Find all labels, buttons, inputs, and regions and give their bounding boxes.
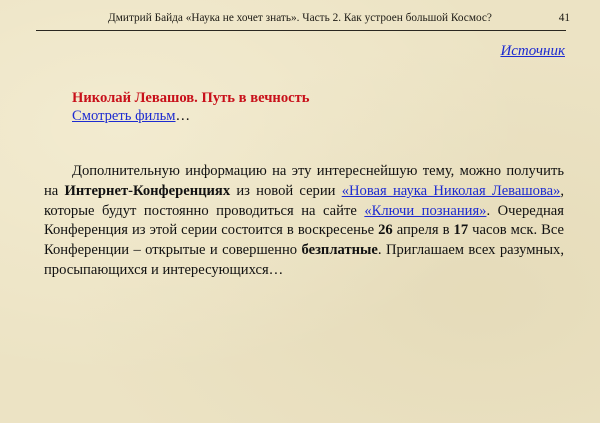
- text-run: . Приглашаем всех разумных, просыпающихся и интересующихся…: [44, 242, 564, 278]
- text-run: , которые будут постоянно проводиться на сайте: [44, 182, 565, 219]
- running-header: [0, 0, 600, 32]
- source-link[interactable]: Источник: [500, 43, 565, 59]
- bold-free: безплатные: [301, 242, 378, 259]
- running-title: Дмитрий Байда «Наука не хочет знать». Часть 2. Как устроен большой Космос?: [108, 12, 492, 24]
- header-rule: [36, 30, 566, 31]
- film-line: [72, 108, 190, 125]
- bold-hour: 17: [453, 222, 469, 239]
- text-run: из новой серии: [230, 182, 342, 199]
- paragraph: [44, 162, 564, 281]
- section-title: Николай Левашов. Путь в вечность: [72, 90, 310, 106]
- body-paragraph: [44, 162, 564, 281]
- watch-film-link[interactable]: Смотреть фильм: [72, 108, 176, 124]
- page-number: 41: [558, 12, 570, 24]
- text-run: часов мск. Все Конференции – открытые и совершенно: [44, 222, 564, 259]
- text-run: . Очередная Конференция из этой серии состоится в воскресенье: [44, 202, 564, 239]
- new-science-link[interactable]: «Новая наука Николая Левашова»: [341, 182, 561, 199]
- text-run: Дополнительную информацию на эту интереснейшую тему, можно получить на: [44, 163, 564, 199]
- film-ellipsis: …: [175, 108, 191, 124]
- keys-of-knowledge-link[interactable]: «Ключи познания»: [364, 202, 487, 219]
- text-run: апреля в: [392, 222, 454, 239]
- bold-date: 26: [378, 222, 393, 239]
- bold-internet-conferences: Интернет-Конференциях: [64, 182, 231, 199]
